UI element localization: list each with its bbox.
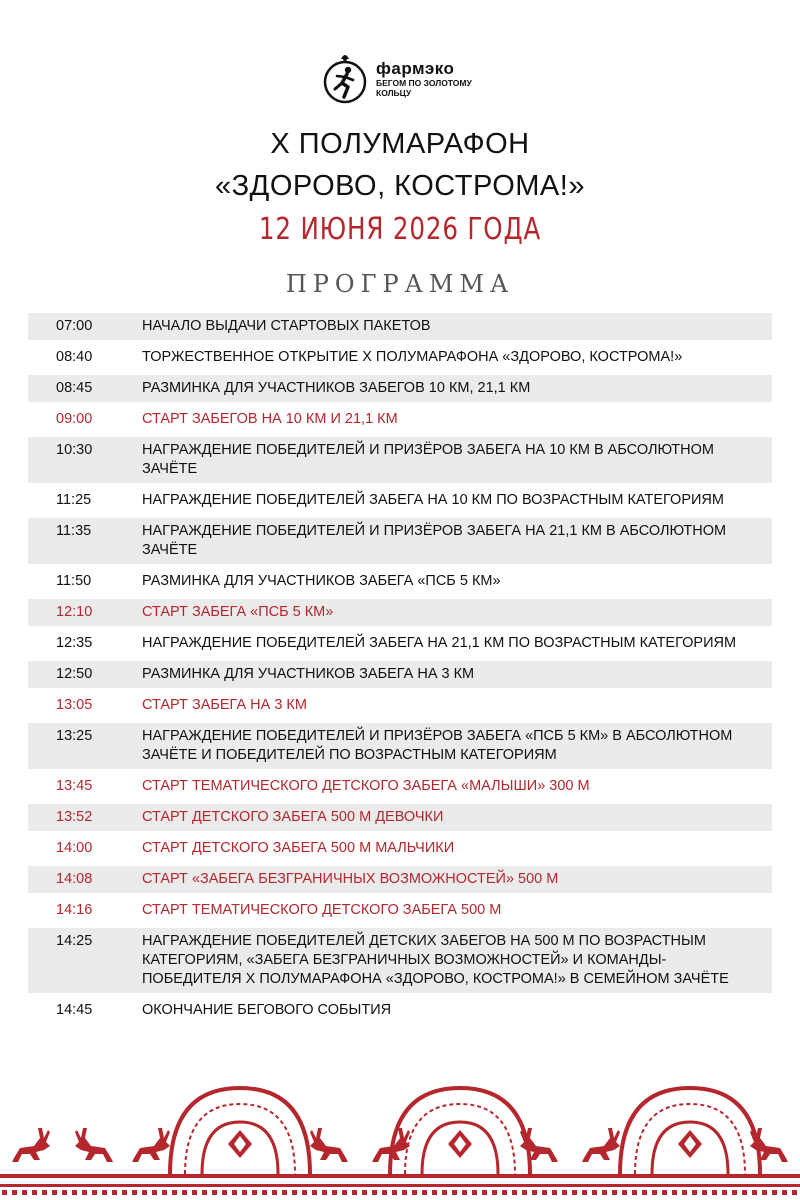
schedule-time: 13:25 [56,728,93,744]
ornament-stitch [792,1190,797,1195]
hare-icon [12,1128,50,1162]
ornament-stitch [762,1190,767,1195]
schedule-row [28,997,772,1024]
ornament-stitch [432,1190,437,1195]
schedule-row [28,518,772,564]
ornament-stitch [412,1190,417,1195]
ornament-stitch [252,1190,257,1195]
ornament-stitch [722,1190,727,1195]
ornament-stitch [512,1190,517,1195]
ornament-stitch [312,1190,317,1195]
schedule-row [28,661,772,688]
ornament-stitch [742,1190,747,1195]
schedule-row [28,568,772,595]
schedule-row [28,928,772,993]
schedule-row [28,773,772,800]
schedule-time: 14:25 [56,933,93,949]
hare-icon [582,1128,620,1162]
schedule-time: 14:16 [56,902,93,918]
ornament-stitch [2,1190,7,1195]
ornament-stitch [692,1190,697,1195]
schedule-time: 11:50 [56,573,92,589]
ornament-stitch [302,1190,307,1195]
schedule-event: НАЧАЛО ВЫДАЧИ СТАРТОВЫХ ПАКЕТОВ [142,318,431,334]
ornament-stitch [602,1190,607,1195]
ornament-stitch [702,1190,707,1195]
schedule-event: НАГРАЖДЕНИЕ ПОБЕДИТЕЛЕЙ ДЕТСКИХ ЗАБЕГОВ НА 500 М ПО ВОЗРАСТНЫМ КАТЕГОРИЯМ, «ЗАБЕГА БЕЗГРАНИЧНЫХ ВОЗМОЖНОСТЕЙ» И КОМАНДЫ-ПОБЕДИТЕЛЯ X ПОЛУМАРАФОНА «ЗДОРОВО, КОСТРОМА!» В СЕМЕЙНОМ ЗАЧЁТЕ [142,933,729,987]
ornament-stitch [372,1190,377,1195]
schedule-time: 12:50 [56,666,93,682]
schedule-event: СТАРТ ДЕТСКОГО ЗАБЕГА 500 М МАЛЬЧИКИ [142,840,455,856]
ornament-stitch [492,1190,497,1195]
ornament-stitch [652,1190,657,1195]
schedule-event: РАЗМИНКА ДЛЯ УЧАСТНИКОВ ЗАБЕГОВ 10 КМ, 21,1 КМ [142,380,531,396]
schedule-row [28,804,772,831]
ornament-stitch [212,1190,217,1195]
ornament-stitch [232,1190,237,1195]
ornament-stitch [402,1190,407,1195]
schedule-event: РАЗМИНКА ДЛЯ УЧАСТНИКОВ ЗАБЕГА «ПСБ 5 КМ» [142,573,501,589]
ornament-stitch [342,1190,347,1195]
ornament-stitch [772,1190,777,1195]
ornament-stitch [572,1190,577,1195]
ornament-stitch [622,1190,627,1195]
ornament-band [0,1184,800,1187]
ornament-stitch [52,1190,57,1195]
ornament-stitch [472,1190,477,1195]
ornament-stitch [612,1190,617,1195]
schedule-row [28,835,772,862]
schedule-event: СТАРТ ЗАБЕГА «ПСБ 5 КМ» [142,604,334,620]
ornament-stitch [122,1190,127,1195]
schedule-event: НАГРАЖДЕНИЕ ПОБЕДИТЕЛЕЙ И ПРИЗЁРОВ ЗАБЕГА НА 21,1 КМ В АБСОЛЮТНОМ ЗАЧЁТЕ [142,523,727,558]
schedule-row [28,723,772,769]
schedule-event: СТАРТ ДЕТСКОГО ЗАБЕГА 500 М ДЕВОЧКИ [142,809,444,825]
ornament-stitch [502,1190,507,1195]
ornament-stitch [382,1190,387,1195]
schedule-row [28,437,772,483]
ornament-stitch [442,1190,447,1195]
schedule-time: 14:08 [56,871,93,887]
ornament-stitch [712,1190,717,1195]
schedule-row [28,692,772,719]
ornament-stitch [392,1190,397,1195]
schedule-table [28,313,772,1028]
ornament-stitch [222,1190,227,1195]
schedule-time: 13:52 [56,809,93,825]
schedule-event: СТАРТ ЗАБЕГОВ НА 10 КМ И 21,1 КМ [142,411,398,427]
ornament-stitch [262,1190,267,1195]
ornament-stitch [552,1190,557,1195]
ornament-stitch [662,1190,667,1195]
event-date: 12 ИЮНЯ 2026 ГОДА [258,212,542,247]
ornament-stitch [172,1190,177,1195]
schedule-event: СТАРТ «ЗАБЕГА БЕЗГРАНИЧНЫХ ВОЗМОЖНОСТЕЙ» 500 М [142,871,559,887]
ornament-stitch [272,1190,277,1195]
ornament-stitch [162,1190,167,1195]
schedule-time: 07:00 [56,318,93,334]
schedule-event: НАГРАЖДЕНИЕ ПОБЕДИТЕЛЕЙ И ПРИЗЁРОВ ЗАБЕГА НА 10 КМ В АБСОЛЮТНОМ ЗАЧЁТЕ [142,442,714,477]
schedule-row [28,866,772,893]
ornament-stitch [452,1190,457,1195]
ornament-stitch [102,1190,107,1195]
ornament-stitch [482,1190,487,1195]
schedule-time: 08:40 [56,349,93,365]
schedule-time: 13:05 [56,697,93,713]
schedule-row [28,487,772,514]
ornament-stitch [112,1190,117,1195]
ornament-stitch [782,1190,787,1195]
ornament-stitch [142,1190,147,1195]
ornament-stitch [22,1190,27,1195]
schedule-event: НАГРАЖДЕНИЕ ПОБЕДИТЕЛЕЙ И ПРИЗЁРОВ ЗАБЕГА «ПСБ 5 КМ» В АБСОЛЮТНОМ ЗАЧЁТЕ И ПОБЕДИТЕЛЕЙ ПО ВОЗРАСТНЫМ КАТЕГОРИЯМ [142,728,733,763]
ornament-stitch [332,1190,337,1195]
ornament-stitch [282,1190,287,1195]
ornament-stitch [422,1190,427,1195]
ornament-stitch [82,1190,87,1195]
ornament-stitch [732,1190,737,1195]
schedule-event: СТАРТ ЗАБЕГА НА 3 КМ [142,697,307,713]
title-line-1: X ПОЛУМАРАФОН [270,128,530,160]
ornament-stitch [582,1190,587,1195]
schedule-time: 11:35 [56,523,92,539]
schedule-time: 14:00 [56,840,93,856]
ornament-stitch [72,1190,77,1195]
ornament-stitch [532,1190,537,1195]
ornament-stitch [242,1190,247,1195]
schedule-event: НАГРАЖДЕНИЕ ПОБЕДИТЕЛЕЙ ЗАБЕГА НА 10 КМ ПО ВОЗРАСТНЫМ КАТЕГОРИЯМ [142,492,724,508]
hare-icon [132,1128,170,1162]
schedule-time: 08:45 [56,380,93,396]
schedule-row [28,344,772,371]
ornament-stitch [562,1190,567,1195]
ornament-stitch [12,1190,17,1195]
ornament-stitch [182,1190,187,1195]
ornament-band [0,1174,800,1178]
logo-brand: фармэко [376,59,455,78]
ornament-stitch [542,1190,547,1195]
schedule-row [28,375,772,402]
ornament-stitch [592,1190,597,1195]
schedule-event: СТАРТ ТЕМАТИЧЕСКОГО ДЕТСКОГО ЗАБЕГА 500 М [142,902,502,918]
schedule-time: 12:35 [56,635,93,651]
ornament-stitch [642,1190,647,1195]
folk-ornament-border [0,1078,800,1200]
ornament-stitch [672,1190,677,1195]
schedule-row [28,313,772,340]
schedule-row [28,406,772,433]
ornament-stitch [42,1190,47,1195]
schedule-time: 14:45 [56,1002,93,1018]
schedule-event: РАЗМИНКА ДЛЯ УЧАСТНИКОВ ЗАБЕГА НА 3 КМ [142,666,475,682]
event-logo [320,48,500,110]
ornament-stitch [132,1190,137,1195]
schedule-event: ТОРЖЕСТВЕННОЕ ОТКРЫТИЕ X ПОЛУМАРАФОНА «ЗДОРОВО, КОСТРОМА!» [142,349,683,365]
ornament-stitch [752,1190,757,1195]
schedule-time: 09:00 [56,411,93,427]
ornament-stitch [32,1190,37,1195]
ornament-stitch [362,1190,367,1195]
ornament-stitch [152,1190,157,1195]
ornament-stitch [322,1190,327,1195]
schedule-row [28,599,772,626]
runner-emblem-icon [320,49,370,109]
schedule-time: 11:25 [56,492,92,508]
ornament-stitch [292,1190,297,1195]
schedule-event: ОКОНЧАНИЕ БЕГОВОГО СОБЫТИЯ [142,1002,392,1018]
ornament-stitch [62,1190,67,1195]
ornament-stitch [202,1190,207,1195]
ornament-stitch [192,1190,197,1195]
schedule-time: 13:45 [56,778,93,794]
hare-icon [310,1128,348,1162]
ornament-stitch [92,1190,97,1195]
ornament-stitch [682,1190,687,1195]
schedule-event: СТАРТ ТЕМАТИЧЕСКОГО ДЕТСКОГО ЗАБЕГА «МАЛЫШИ» 300 М [142,778,590,794]
ornament-stitch [352,1190,357,1195]
schedule-event: НАГРАЖДЕНИЕ ПОБЕДИТЕЛЕЙ ЗАБЕГА НА 21,1 КМ ПО ВОЗРАСТНЫМ КАТЕГОРИЯМ [142,635,737,651]
ornament-stitch [522,1190,527,1195]
hare-icon [75,1128,113,1162]
schedule-time: 12:10 [56,604,93,620]
title-line-2: «ЗДОРОВО, КОСТРОМА!» [215,170,585,202]
program-heading: ПРОГРАММА [285,270,515,298]
schedule-row [28,630,772,657]
schedule-row [28,897,772,924]
logo-tagline: БЕГОМ ПО ЗОЛОТОМУ КОЛЬЦУ [376,78,472,98]
ornament-stitch [462,1190,467,1195]
schedule-time: 10:30 [56,442,93,458]
ornament-stitch [632,1190,637,1195]
